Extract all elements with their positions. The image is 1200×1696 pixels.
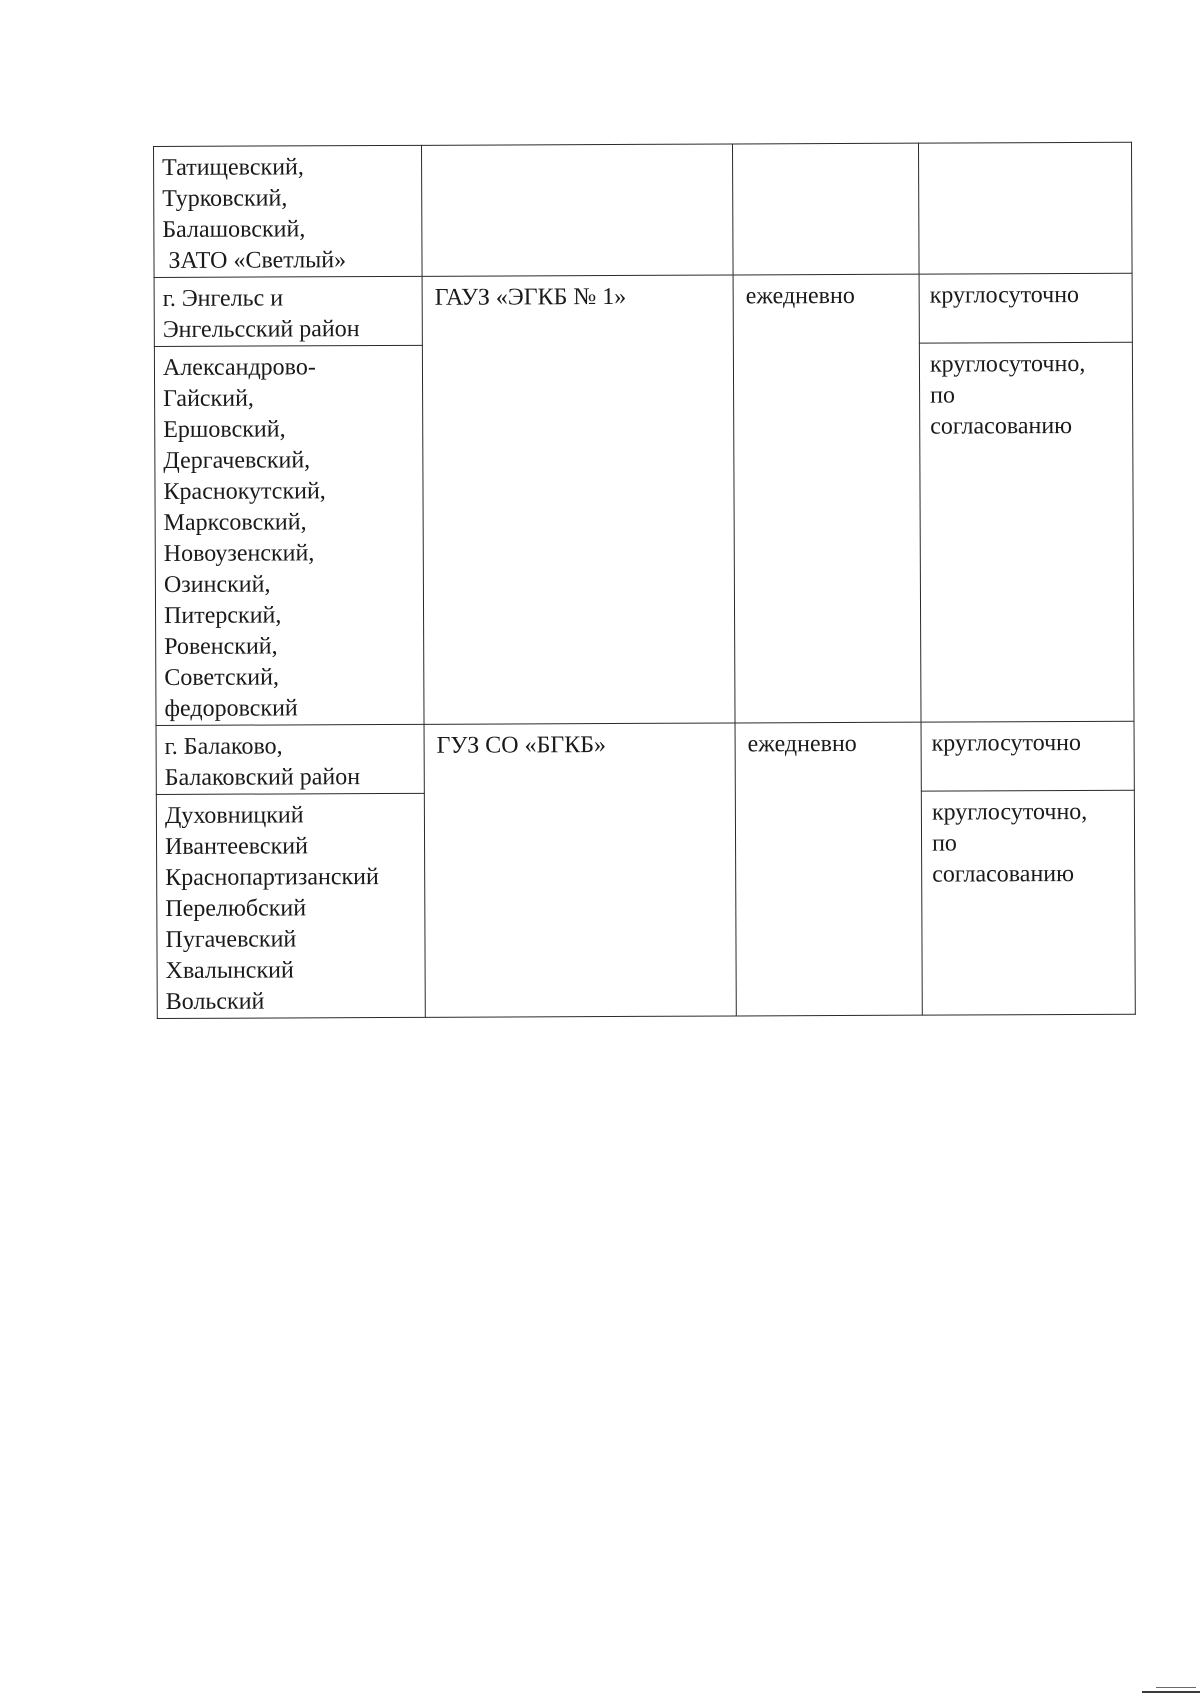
organization-cell: ГАУЗ «ЭГКБ № 1» xyxy=(422,275,735,724)
hours-cell xyxy=(921,790,1135,1015)
districts-cell xyxy=(154,145,423,277)
districts-cell xyxy=(156,724,424,794)
cell-line: Краснопартизанский xyxy=(165,864,379,891)
cell-line: г. Энгельс и xyxy=(162,285,284,312)
schedule-cell xyxy=(732,143,919,275)
cell-line: Татищевский, xyxy=(162,154,304,181)
cell-line: Перелюбский xyxy=(165,895,307,922)
cell-line: Питерский, xyxy=(163,602,282,629)
hours-cell xyxy=(921,721,1134,791)
cell-line: по xyxy=(931,830,957,857)
hospital-schedule-table xyxy=(153,142,1136,1019)
table-row xyxy=(154,142,1133,277)
cell-line: Новоузенский, xyxy=(163,540,315,567)
scan-edge-mark xyxy=(1156,1687,1196,1688)
hours-cell xyxy=(918,142,1132,274)
schedule-cell: ежедневно xyxy=(735,722,922,1016)
table-row xyxy=(154,273,1132,346)
schedule-cell: ежедневно xyxy=(733,274,921,723)
cell-line: Ершовский, xyxy=(163,416,286,443)
cell-line: Ровенский, xyxy=(164,633,278,660)
cell-line: Хвалынский xyxy=(165,957,294,984)
cell-line: Ивантеевский xyxy=(165,833,308,860)
cell-line: Вольский xyxy=(165,988,265,1015)
cell-line: Турковский, xyxy=(162,185,288,212)
cell-line: Пугачевский xyxy=(165,926,297,953)
districts-cell xyxy=(154,276,422,346)
cell-line: ЗАТО «Светлый» xyxy=(168,247,347,274)
cell-line: Гайский, xyxy=(163,385,254,412)
cell-line: согласованию xyxy=(932,860,1075,888)
cell-line: круглосуточно, xyxy=(931,798,1088,826)
cell-line: согласованию xyxy=(930,412,1073,440)
hours-cell xyxy=(919,273,1132,343)
cell-line: круглосуточно, xyxy=(929,350,1086,378)
cell-line: Энгельсский район xyxy=(162,316,360,343)
districts-cell xyxy=(156,793,425,1018)
districts-cell xyxy=(154,345,424,725)
cell-line: Балашовский, xyxy=(162,216,306,243)
cell-line: круглосуточно xyxy=(929,281,1080,309)
cell-line: г. Балаково, xyxy=(164,733,283,760)
cell-line: Советский, xyxy=(164,664,280,691)
hours-cell xyxy=(919,342,1134,722)
cell-line: Александрово- xyxy=(162,354,316,381)
cell-line: Балаковский район xyxy=(164,764,361,791)
cell-line: Марксовский, xyxy=(163,509,307,536)
scan-edge-mark xyxy=(1142,1691,1200,1693)
organization-cell: ГУЗ СО «БГКБ» xyxy=(424,723,736,1017)
table-row xyxy=(156,721,1134,794)
organization-cell xyxy=(421,144,733,276)
cell-line: Духовницкий xyxy=(164,802,304,829)
cell-line: Дергачевский, xyxy=(163,447,311,474)
cell-line: Озинский, xyxy=(163,571,271,598)
cell-line: Краснокутский, xyxy=(163,478,326,505)
cell-line: круглосуточно xyxy=(931,729,1082,757)
cell-line: федоровский xyxy=(164,695,298,722)
cell-line: по xyxy=(930,382,955,409)
